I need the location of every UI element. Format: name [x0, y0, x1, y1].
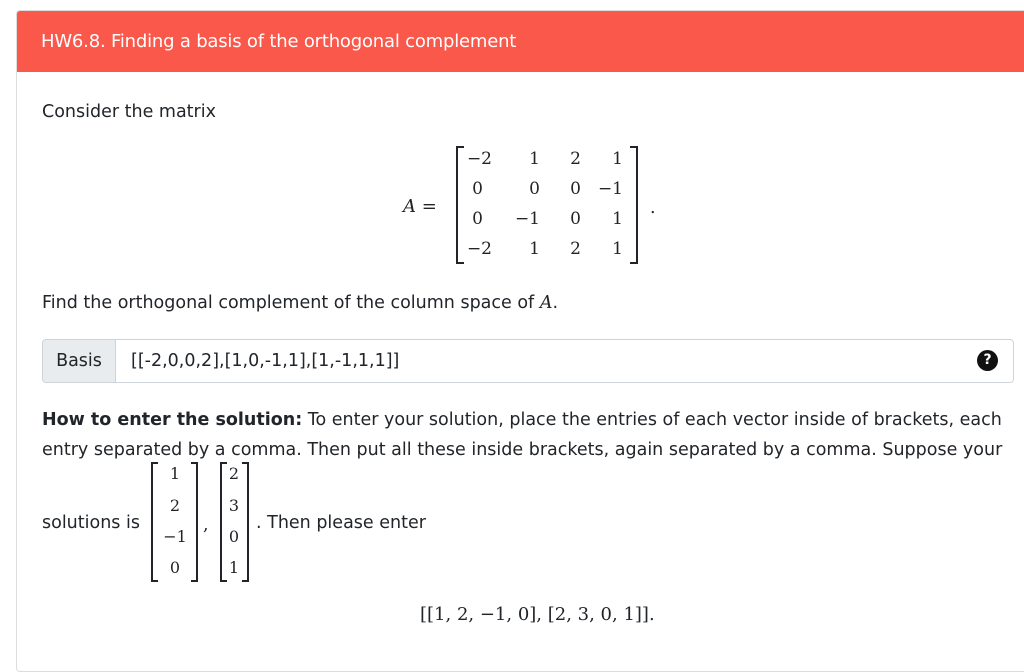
matrix-cell: 2 — [570, 149, 581, 169]
then-enter-text: . Then please enter — [256, 513, 426, 533]
matrix-right-bracket — [630, 146, 638, 264]
instructions-line2: entry separated by a comma. Then put all these inside brackets, again separated by a comma. Suppose your — [42, 440, 1003, 460]
matrix-cell: 1 — [529, 239, 540, 259]
vector-entry: 2 — [169, 496, 181, 515]
matrix-cell: 1 — [529, 149, 540, 169]
prompt-text: Find the orthogonal complement of the column space of — [42, 293, 535, 313]
matrix-cell: −2 — [466, 149, 492, 169]
matrix-cell: 0 — [570, 179, 581, 199]
vector-comma: , — [203, 515, 209, 535]
vector-entry: 2 — [228, 464, 240, 483]
question-title: HW6.8. Finding a basis of the orthogonal complement — [41, 31, 517, 52]
matrix-cell: −1 — [597, 179, 623, 199]
matrix-cell: 0 — [570, 209, 581, 229]
prompt-variable: A — [539, 293, 553, 313]
vector-entry: 0 — [228, 527, 240, 546]
matrix-cell: 2 — [570, 239, 581, 259]
example-answer: [[1, 2, −1, 0], [2, 3, 0, 1]]. — [420, 604, 655, 625]
matrix-name: A = — [403, 196, 437, 217]
matrix-cell: 0 — [529, 179, 540, 199]
matrix-period: . — [650, 198, 656, 218]
matrix-cell: 0 — [472, 179, 483, 199]
answer-input-group — [42, 339, 1014, 383]
vector-entry: 1 — [169, 464, 181, 483]
vector-entry: 3 — [228, 496, 240, 515]
intro-text: Consider the matrix — [42, 102, 216, 122]
prompt-period: . — [552, 293, 559, 313]
instructions-lead: How to enter the solution: — [42, 410, 303, 430]
vector-entry: 1 — [228, 558, 240, 577]
matrix-cell: 1 — [612, 239, 623, 259]
basis-input[interactable] — [115, 339, 1014, 383]
matrix-cell: −2 — [466, 239, 492, 259]
matrix-a — [456, 146, 652, 264]
vector-entry: −1 — [163, 527, 187, 546]
instructions-line1 — [42, 410, 1002, 430]
matrix-cell: 1 — [612, 149, 623, 169]
question-prompt — [42, 293, 558, 313]
matrix-cell: −1 — [514, 209, 540, 229]
vector-entry: 0 — [169, 558, 181, 577]
matrix-cell: 0 — [472, 209, 483, 229]
instructions-text: To enter your solution, place the entries of each vector inside of brackets, each — [302, 410, 1002, 430]
basis-label: Basis — [42, 339, 116, 383]
card-header — [17, 11, 1024, 72]
solutions-is-text: solutions is — [42, 513, 140, 533]
question-circle-icon[interactable]: ? — [977, 350, 998, 371]
matrix-cell: 1 — [612, 209, 623, 229]
